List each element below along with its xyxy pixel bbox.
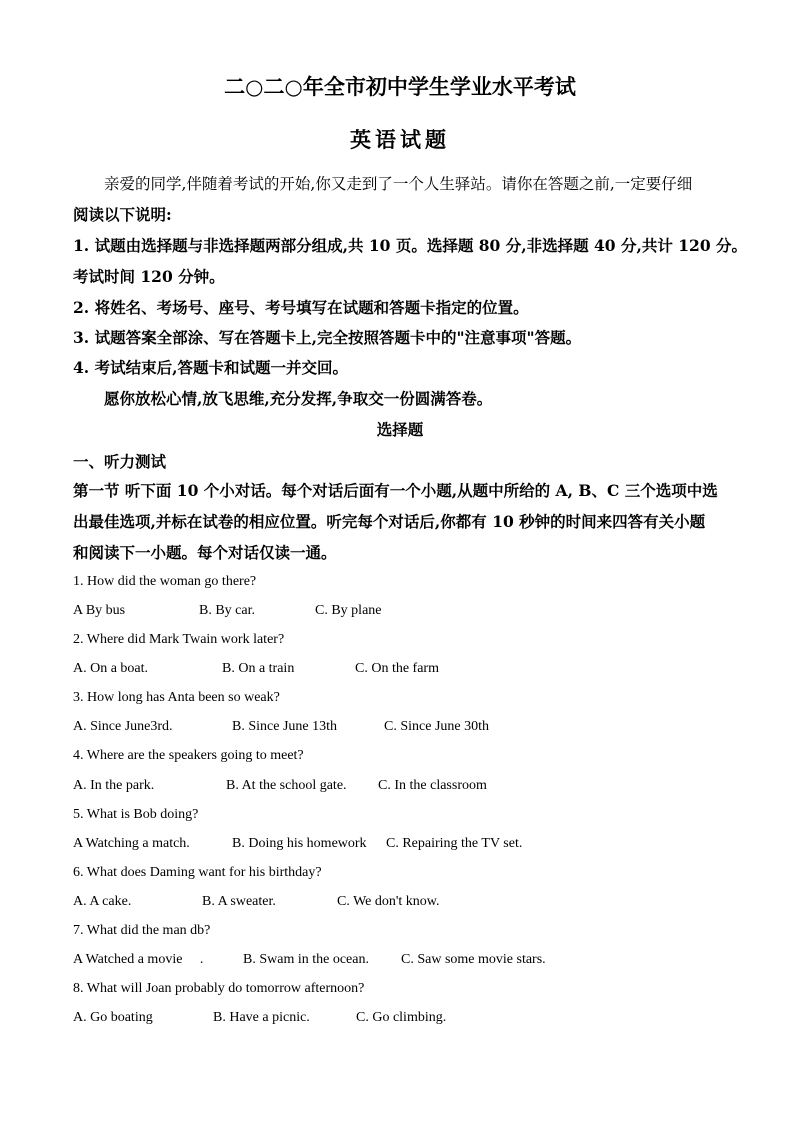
question-text: 5. What is Bob doing?: [73, 807, 199, 822]
rule-1-line-2: 考试时间 120 分钟。: [73, 267, 225, 286]
question-text: 1. How did the woman go there?: [73, 574, 257, 589]
option-b: B. A sweater.: [202, 894, 276, 909]
option-b: B. Swam in the ocean.: [243, 952, 369, 967]
option-c: C. On the farm: [355, 661, 439, 676]
option-a: A By bus: [73, 603, 126, 618]
answer-options: [73, 951, 733, 969]
rule-2: 2. 将姓名、考场号、座号、考号填写在试题和答题卡指定的位置。: [73, 298, 529, 317]
answer-options: [73, 718, 733, 736]
intro-line-2: 阅读以下说明:: [73, 205, 172, 224]
exam-subtitle: 英语试题: [350, 127, 450, 152]
section-heading: 选择题: [376, 420, 424, 439]
question-text: 6. What does Daming want for his birthday?: [73, 865, 322, 880]
option-a: A. A cake.: [73, 894, 132, 909]
option-c: C. In the classroom: [378, 778, 487, 793]
answer-options: [73, 835, 733, 853]
answer-options: [73, 893, 733, 911]
question-text: 3. How long has Anta been so weak?: [73, 690, 280, 705]
option-a: A Watching a match.: [73, 836, 190, 851]
intro-line-1: 亲爱的同学,伴随着考试的开始,你又走到了一个人生驿站。请你在答题之前,一定要仔细: [104, 175, 693, 193]
question-text: 8. What will Joan probably do tomorrow afternoon?: [73, 981, 365, 996]
instructions-line-3: 和阅读下一小题。每个对话仅读一通。: [73, 543, 337, 562]
option-c: C. Go climbing.: [356, 1010, 447, 1025]
instructions-line-1: 第一节 听下面 10 个小对话。每个对话后面有一个小题,从题中所给的 A, B、C 三个选项中选: [73, 481, 718, 500]
option-b: B. At the school gate.: [226, 778, 347, 793]
option-b: B. Doing his homework: [232, 836, 367, 851]
option-a: A. Since June3rd.: [73, 719, 173, 734]
question-text: 2. Where did Mark Twain work later?: [73, 632, 285, 647]
option-a: A. Go boating: [73, 1010, 153, 1025]
option-a: A. In the park.: [73, 778, 155, 793]
option-c: C. We don't know.: [337, 894, 440, 909]
option-b: B. On a train: [222, 661, 295, 676]
rule-1-line-1: 1. 试题由选择题与非选择题两部分组成,共 10 页。选择题 80 分,非选择题 40 分,共计 120 分。: [73, 236, 748, 255]
answer-options: [73, 1009, 733, 1027]
rule-3: 3. 试题答案全部涂、写在答题卡上,完全按照答题卡中的"注意事项"答题。: [73, 328, 582, 347]
instructions-line-2: 出最佳选项,并标在试卷的相应位置。听完每个对话后,你都有 10 秒钟的时间来四答有关小题: [73, 512, 706, 531]
option-c: C. Repairing the TV set.: [386, 836, 523, 851]
option-a: A Watched a movie .: [73, 952, 204, 967]
question-text: 7. What did the man db?: [73, 923, 211, 938]
closing-wish: 愿你放松心情,放飞思维,充分发挥,争取交一份圆满答卷。: [104, 389, 493, 408]
option-b: B. Since June 13th: [232, 719, 337, 734]
option-c: C. Since June 30th: [384, 719, 489, 734]
option-a: A. On a boat.: [73, 661, 149, 676]
part-heading: 一、听力测试: [73, 452, 167, 471]
rule-4: 4. 考试结束后,答题卡和试题一并交回。: [73, 358, 348, 377]
answer-options: [73, 602, 733, 620]
option-b: B. By car.: [199, 603, 255, 618]
exam-title: 二○二○年全市初中学生学业水平考试: [224, 74, 576, 99]
answer-options: [73, 660, 733, 678]
answer-options: [73, 777, 733, 795]
option-c: C. By plane: [315, 603, 382, 618]
option-c: C. Saw some movie stars.: [401, 952, 546, 967]
option-b: B. Have a picnic.: [213, 1010, 310, 1025]
question-text: 4. Where are the speakers going to meet?: [73, 748, 304, 763]
